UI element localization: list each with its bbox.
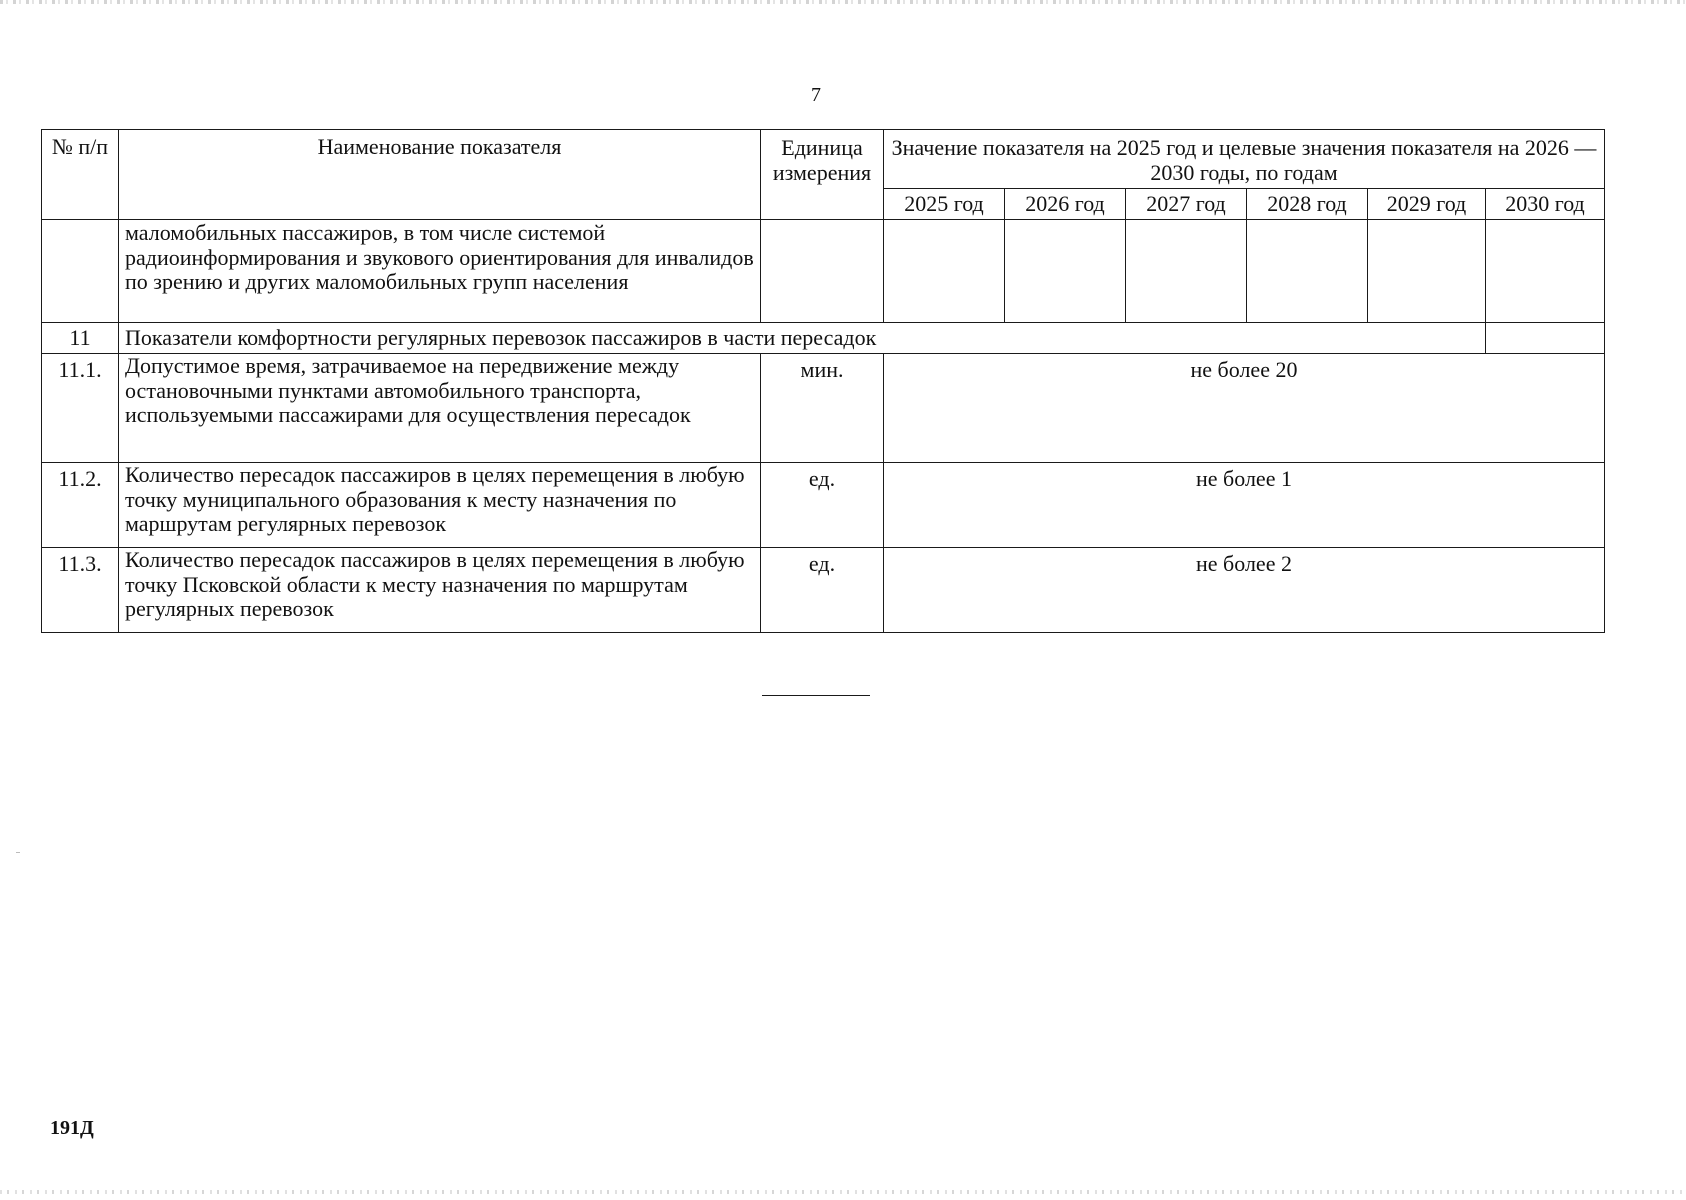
header-year: 2030 год <box>1486 189 1605 220</box>
cell-value <box>1247 220 1368 323</box>
cell-value <box>884 220 1005 323</box>
header-row-1 <box>42 130 1605 189</box>
table-row-continuation <box>42 220 1605 323</box>
header-year: 2025 год <box>884 189 1005 220</box>
cell-num: 11.3. <box>42 548 119 633</box>
header-year: 2027 год <box>1126 189 1247 220</box>
cell-value: не более 2 <box>884 548 1605 633</box>
header-year: 2028 год <box>1247 189 1368 220</box>
cell-num: 11.1. <box>42 354 119 463</box>
header-name: Наименование показателя <box>119 130 761 220</box>
cell-num: 11.2. <box>42 463 119 548</box>
scan-edge-bottom <box>0 1190 1686 1194</box>
end-of-document-rule <box>762 695 870 696</box>
document-code: 191Д <box>50 1117 94 1139</box>
scan-edge-top <box>0 0 1686 4</box>
cell-value <box>1126 220 1247 323</box>
cell-value: не более 20 <box>884 354 1605 463</box>
cell-num <box>42 220 119 323</box>
cell-value <box>1005 220 1126 323</box>
cell-name: маломобильных пассажиров, в том числе системой радиоинформирования и звукового ориентирования для инвалидов по зрению и других маломобильных групп населения <box>119 220 761 323</box>
header-unit: Единица измерения <box>761 130 884 220</box>
cell-section-title: Показатели комфортности регулярных перевозок пассажиров в части пересадок <box>119 323 1486 354</box>
header-year: 2029 год <box>1368 189 1486 220</box>
cell-value <box>1368 220 1486 323</box>
table-row <box>42 548 1605 633</box>
cell-name: Количество пересадок пассажиров в целях перемещения в любую точку Псковской области к месту назначения по маршрутам регулярных перевозок <box>119 548 761 633</box>
header-num: № п/п <box>42 130 119 220</box>
header-values: Значение показателя на 2025 год и целевые значения показателя на 2026 — 2030 годы, по годам <box>884 130 1605 189</box>
cell-value <box>1486 323 1605 354</box>
table-row <box>42 354 1605 463</box>
cell-value: не более 1 <box>884 463 1605 548</box>
cell-unit: мин. <box>761 354 884 463</box>
cell-name: Допустимое время, затрачиваемое на передвижение между остановочными пунктами автомобильного транспорта, используемыми пассажирами для осуществления пересадок <box>119 354 761 463</box>
scan-speck <box>16 852 20 853</box>
cell-value <box>1486 220 1605 323</box>
indicators-table <box>41 129 1605 633</box>
page-number: 7 <box>811 84 821 106</box>
table-row-section <box>42 323 1605 354</box>
cell-name: Количество пересадок пассажиров в целях перемещения в любую точку муниципального образования к месту назначения по маршрутам регулярных перевозок <box>119 463 761 548</box>
cell-unit: ед. <box>761 548 884 633</box>
table-row <box>42 463 1605 548</box>
header-year: 2026 год <box>1005 189 1126 220</box>
cell-num: 11 <box>42 323 119 354</box>
cell-unit: ед. <box>761 463 884 548</box>
cell-unit <box>761 220 884 323</box>
